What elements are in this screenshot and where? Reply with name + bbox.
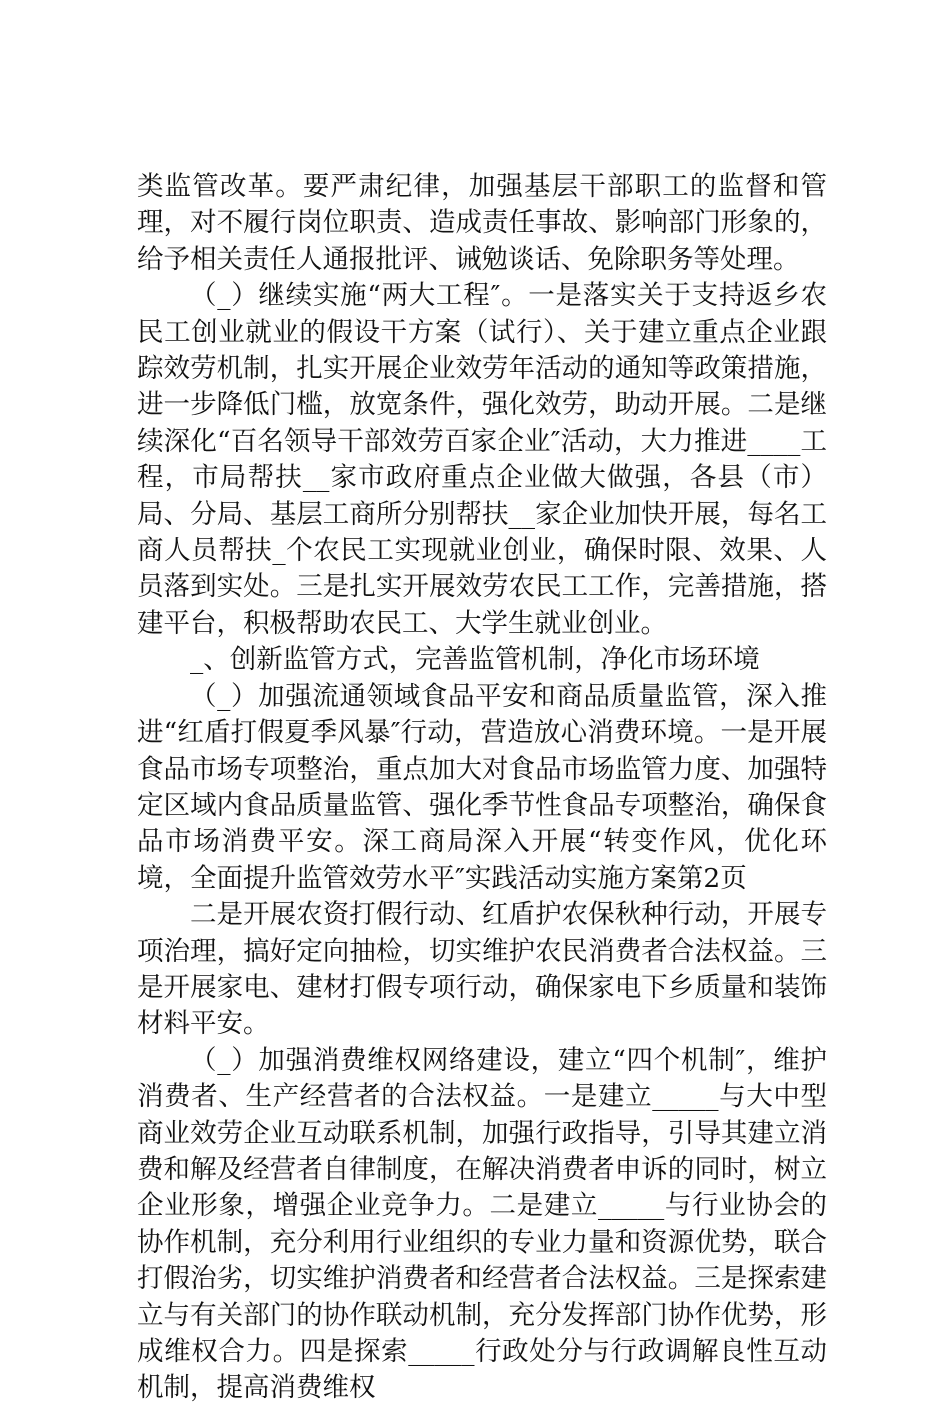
paragraph-5: （_）加强消费维权网络建设，建立“四个机制″，维护消费者、生产经营者的合法权益。一是建立_____与大中型商业效劳企业互动联系机制，加强行政指导，引导其建立消费和解及经营者自律制度，在解决消费者申诉的同时，树立企业形象，增强企业竞争力。二是建立_____与行业协会的协作机制，充分利用行业组织的专业力量和资源优势，联合打假治劣，切实维护消费者和经营者合法权益。三是探索建立与有关部门的协作联动机制，充分发挥部门协作优势，形成维权合力。四是探索_____行政处分与行政调解良性互动机制，提高消费维权 (137, 1044, 827, 1404)
paragraph-3: （_）加强流通领域食品平安和商品质量监管，深入推进“红盾打假夏季风暴″行动，营造放心消费环境。一是开展食品市场专项整治，重点加大对食品市场监管力度、加强特定区域内食品质量监管、强化季节性食品专项整治，确保食品市场消费平安。深工商局深入开展“转变作风，优化环境，全面提升监管效劳水平″实践活动实施方案第2页 (137, 680, 827, 894)
section-heading: _、创新监管方式，完善监管机制，净化市场环境 (190, 644, 760, 676)
paragraph-4: 二是开展农资打假行动、红盾护农保秋种行动，开展专项治理，搞好定向抽检，切实维护农民消费者合法权益。三是开展家电、建材打假专项行动，确保家电下乡质量和装饰材料平安。 (137, 899, 827, 1040)
paragraph-1: 类监管改革。要严肃纪律，加强基层干部职工的监督和管理，对不履行岗位职责、造成责任事故、影响部门形象的，给予相关责任人通报批评、诫勉谈话、免除职务等处理。 (137, 171, 827, 275)
document-body (137, 169, 827, 1407)
paragraph-2: （_）继续实施“两大工程″。一是落实关于支持返乡农民工创业就业的假设干方案（试行）、关于建立重点企业跟踪效劳机制，扎实开展企业效劳年活动的通知等政策措施，进一步降低门槛，放宽条件，强化效劳，助动开展。二是继续深化“百名领导干部效劳百家企业″活动，大力推进____工程，市局帮扶__家市政府重点企业做大做强，各县（市）局、分局、基层工商所分别帮扶__家企业加快开展，每名工商人员帮扶_个农民工实现就业创业，确保时限、效果、人员落到实处。三是扎实开展效劳农民工工作，完善措施，搭建平台，积极帮助农民工、大学生就业创业。 (137, 280, 827, 639)
